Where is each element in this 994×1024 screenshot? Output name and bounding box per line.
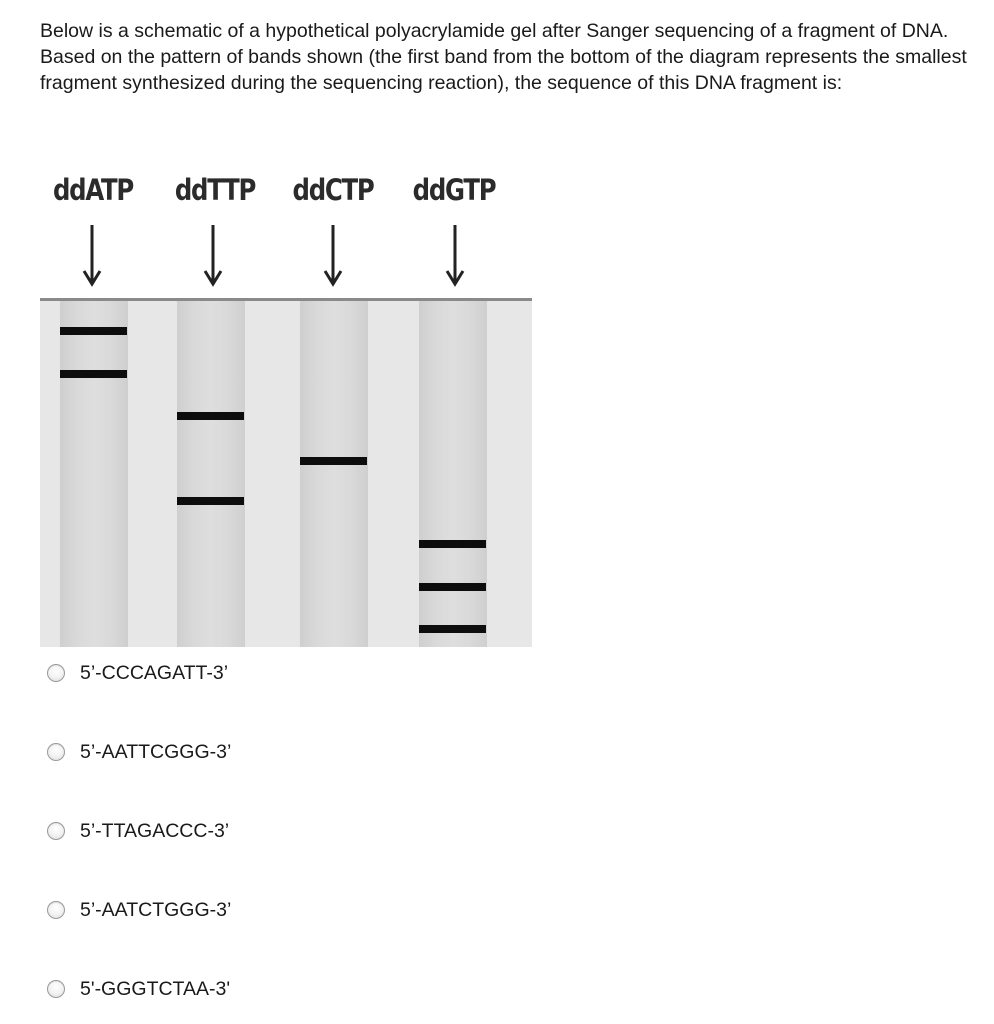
gel-band-ddatp xyxy=(60,370,127,378)
answer-option-3[interactable] xyxy=(47,818,229,844)
radio-button[interactable] xyxy=(47,822,65,840)
gel-band-ddgtp xyxy=(419,625,486,633)
down-arrow-icon xyxy=(203,225,223,287)
gel-band-ddgtp xyxy=(419,583,486,591)
gel-diagram xyxy=(40,165,532,647)
lane-label-ddatp: ddATP xyxy=(52,173,134,207)
gel-band-ddatp xyxy=(60,327,127,335)
radio-button[interactable] xyxy=(47,901,65,919)
down-arrow-icon xyxy=(323,225,343,287)
answer-option-1[interactable] xyxy=(47,660,228,686)
answer-option-5[interactable] xyxy=(47,976,230,1002)
radio-button[interactable] xyxy=(47,980,65,998)
lane-label-ddttp: ddTTP xyxy=(174,173,256,207)
answer-option-label: 5'-GGGTCTAA-3' xyxy=(80,977,231,1000)
gel-lane-ddatp xyxy=(60,301,128,647)
question-text: Below is a schematic of a hypothetical polyacrylamide gel after Sanger sequencing of a fragment of DNA. Based on the pattern of bands shown (the first band from the bottom of the diagram represents the smallest fragment synthesized during the sequencing reaction), the sequence of this DNA fragment is: xyxy=(40,20,967,94)
radio-button[interactable] xyxy=(47,743,65,761)
answer-option-label: 5’-CCCAGATT-3’ xyxy=(80,661,229,684)
gel-lane-ddttp xyxy=(177,301,245,647)
gel-lane-ddgtp xyxy=(419,301,487,647)
lane-label-ddgtp: ddGTP xyxy=(412,173,496,207)
answer-option-label: 5’-AATTCGGG-3’ xyxy=(80,740,232,763)
down-arrow-icon xyxy=(445,225,465,287)
answer-option-label: 5’-TTAGACCC-3’ xyxy=(80,819,230,842)
lane-label-ddctp: ddCTP xyxy=(292,173,374,207)
gel-band-ddctp xyxy=(300,457,367,465)
gel-band-ddttp xyxy=(177,412,244,420)
gel-band-ddgtp xyxy=(419,540,486,548)
gel-lane-ddctp xyxy=(300,301,368,647)
gel-band-ddttp xyxy=(177,497,244,505)
answer-option-2[interactable] xyxy=(47,739,231,765)
down-arrow-icon xyxy=(82,225,102,287)
radio-button[interactable] xyxy=(47,664,65,682)
answer-option-label: 5’-AATCTGGG-3’ xyxy=(80,898,232,921)
answer-option-4[interactable] xyxy=(47,897,231,923)
